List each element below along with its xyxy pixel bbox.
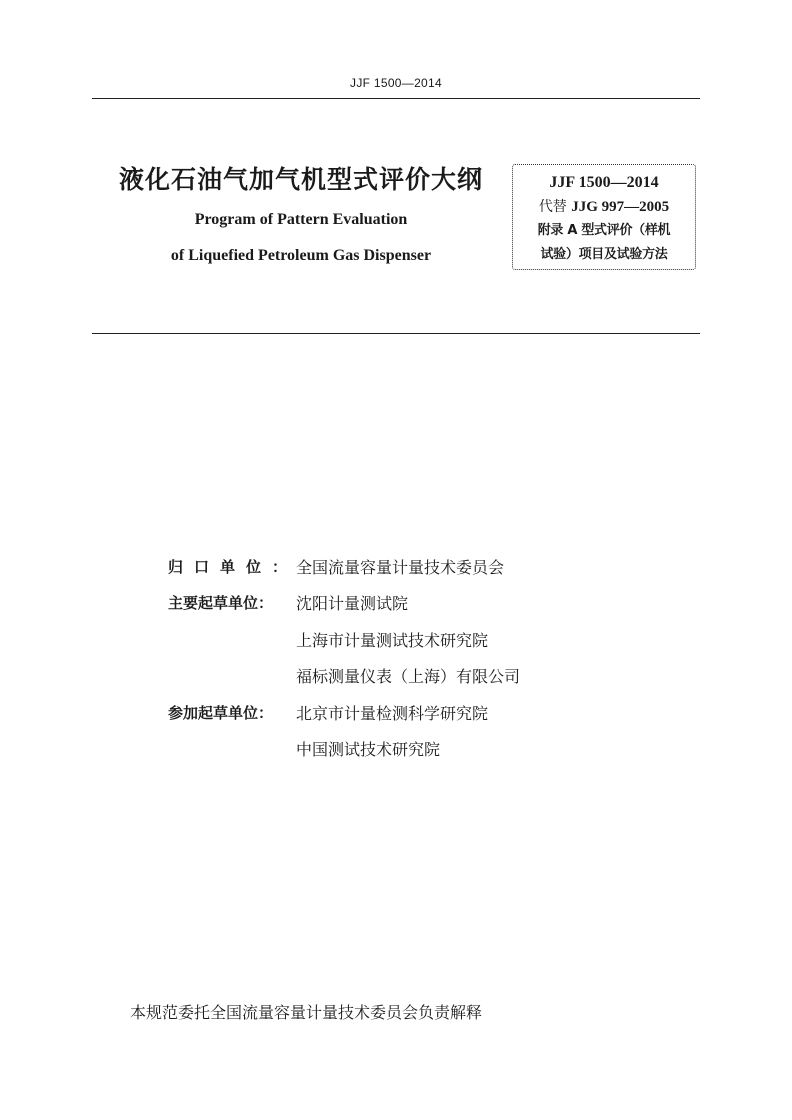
header-rule	[92, 98, 700, 99]
org-label-centralized-unit: 归口单位：	[168, 557, 288, 576]
org-row	[168, 585, 520, 622]
replacement-note-line2: 试验）项目及试验方法	[540, 247, 668, 262]
org-row	[168, 731, 520, 768]
org-value: 全国流量容量计量技术委员会	[296, 557, 505, 577]
org-value: 福标测量仪表（上海）有限公司	[296, 667, 521, 687]
replacement-note-line1: 附录 A 型式评价（样机	[537, 223, 671, 238]
org-row	[168, 548, 520, 585]
replaces-line	[513, 195, 695, 219]
document-title-english-line2: of Liquefied Petroleum Gas Dispenser	[170, 247, 432, 264]
replaced-standard-code: JJG 997—2005	[571, 199, 670, 215]
org-label-participating-drafters: 参加起草单位：	[168, 703, 274, 722]
org-value: 北京市计量检测科学研究院	[296, 703, 489, 723]
replaces-prefix: 代替	[538, 199, 567, 215]
drafting-organizations	[168, 548, 520, 767]
standard-code-box	[512, 164, 696, 270]
org-value: 中国测试技术研究院	[296, 740, 441, 760]
interpretation-note: 本规范委托全国流量容量计量技术委员会负责解释	[130, 1003, 483, 1022]
title-block	[92, 162, 510, 266]
standard-code: JJF 1500—2014	[549, 174, 659, 191]
org-value: 上海市计量测试技术研究院	[296, 630, 489, 650]
org-row	[168, 621, 520, 658]
org-value: 沈阳计量测试院	[296, 594, 409, 614]
org-row	[168, 694, 520, 731]
org-label-main-drafters: 主要起草单位：	[168, 594, 274, 613]
document-title-english-line1: Program of Pattern Evaluation	[194, 211, 408, 228]
org-row	[168, 658, 520, 695]
running-header-code: JJF 1500—2014	[350, 76, 442, 90]
title-rule	[92, 333, 700, 334]
document-title-chinese: 液化石油气加气机型式评价大纲	[118, 165, 483, 194]
